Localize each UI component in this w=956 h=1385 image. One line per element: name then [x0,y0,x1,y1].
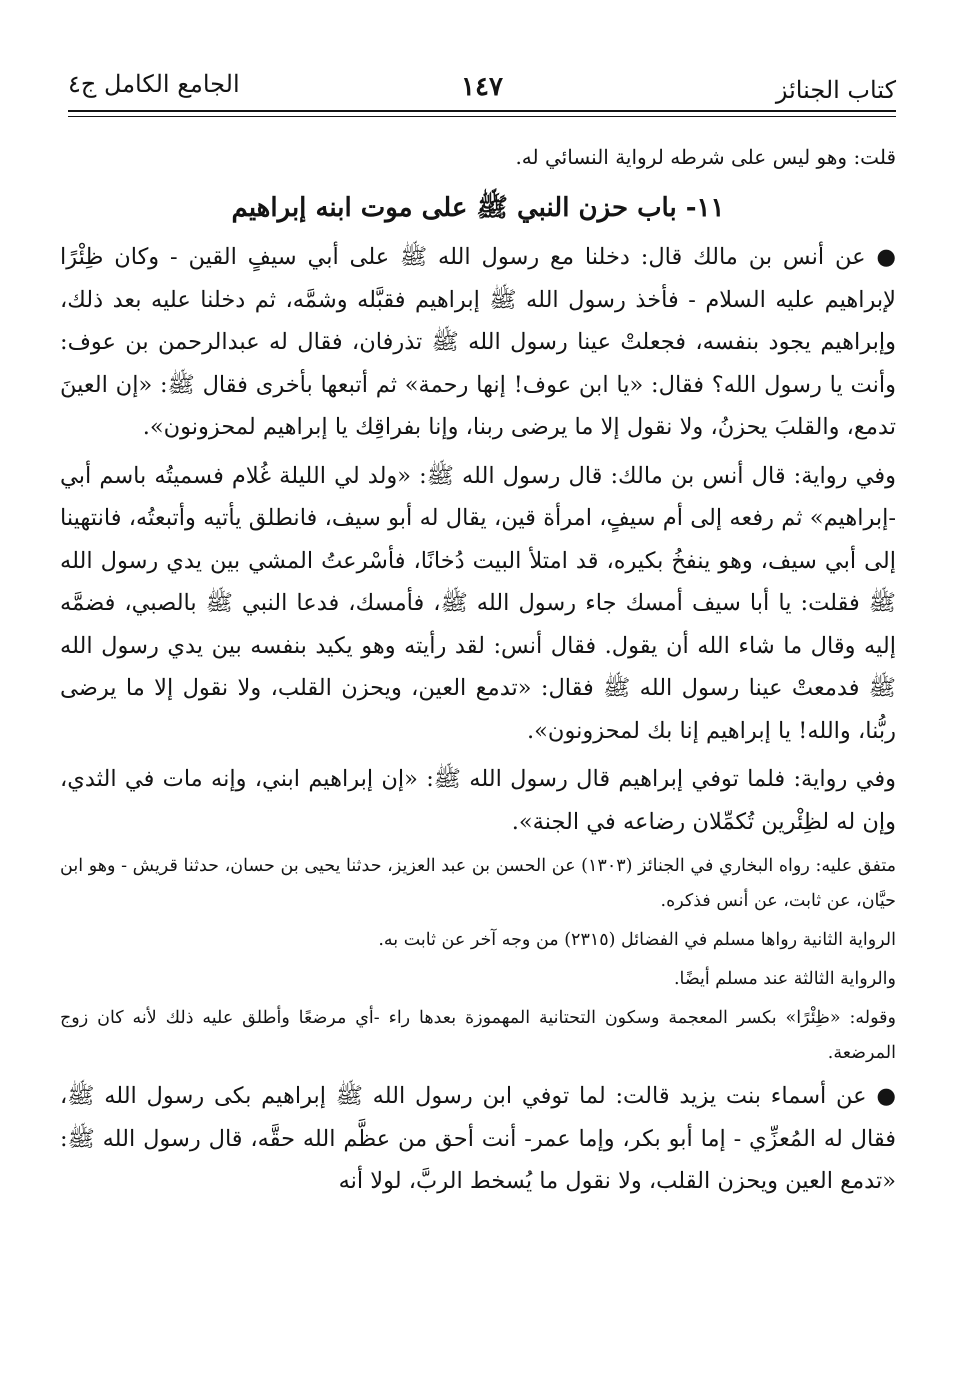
hadith-paragraph: ● عن أسماء بنت يزيد قالت: لما توفي ابن رسول الله ﷺ إبراهيم بكى رسول الله ﷺ، فقال له المُعزِّي - إما أبو بكر، وإما عمر- أنت أحق من عظَّم الله حقَّه، قال رسول الله ﷺ: «تدمع العين ويحزن القلب، ولا نقول ما يُسخط الربَّ، لولا أنه [60,1083,896,1194]
narration-paragraph: وفي رواية: فلما توفي إبراهيم قال رسول الله ﷺ: «إن إبراهيم ابني، وإنه مات في الثدي، وإن له لظِئْرين تُكمِّلان رضاعه في الجنة». [60,766,896,835]
narration-paragraph: وفي رواية: قال أنس بن مالك: قال رسول الله ﷺ: «ولد لي الليلة غُلام فسميتُه باسم أبي -إبراهيم» ثم رفعه إلى أم سيفٍ، امرأة قين، يقال له أبو سيف، فانطلق يأتيه وأتبعتُه، فانتهينا إلى أبي سيف، وهو ينفخُ بكيره، قد امتلأ البيت دُخانًا، فأسْرعتُ المشي بين يدي رسول الله ﷺ فقلت: يا أبا سيف أمسك جاء رسول الله ﷺ، فأمسك، فدعا النبي ﷺ بالصبي، فضمَّه إليه وقال ما شاء الله أن يقول. فقال أنس: لقد رأيته وهو يكيد بنفسه بين يدي رسول الله ﷺ فدمعتْ عينا رسول الله ﷺ فقال: «تدمع العين، ويحزن القلب، ولا نقول إلا ما يرضى ربُّنا، والله! يا إبراهيم إنا بك لمحزونون». [60,462,896,744]
book-volume: الجامع الكامل ج٤ [68,70,240,98]
glossary-note: وقوله: «ظِئْرًا» بكسر المعجمة وسكون التحتانية المهموزة بعدها راء -أي مرضعًا وأطلق عليه ذلك لأنه كان زوج المرضعة. [60,1008,896,1063]
header-rule [68,110,896,112]
source-note: الرواية الثانية رواها مسلم في الفضائل (٢٣١٥) من وجه آخر عن ثابت به. [378,930,896,950]
intro-note: قلت: وهو ليس على شرطه لرواية النسائي له. [515,145,896,169]
section-title: ١١- باب حزن النبي ﷺ على موت ابنه إبراهيم [231,193,725,223]
page-content [60,140,896,1209]
hadith-paragraph: ● عن أنس بن مالك قال: دخلنا مع رسول الله ﷺ على أبي سيفٍ القين - وكان ظِئْرًا لإبراهيم عليه السلام - فأخذ رسول الله ﷺ إبراهيم فقبَّله وشمَّه، ثم دخلنا عليه بعد ذلك، وإبراهيم يجود بنفسه، فجعلتْ عينا رسول الله ﷺ تذرفان، فقال له عبدالرحمن بن عوف: وأنت يا رسول الله؟ فقال: «يا ابن عوف! إنها رحمة» ثم أتبعها بأخرى فقال ﷺ: «إن العينَ تدمع، والقلبَ يحزنُ، ولا نقول إلا ما يرضى ربنا، وإنا بفراقِك يا إبراهيم لمحزونون». [60,244,896,440]
header-rule-thin [68,116,896,117]
chapter-name: كتاب الجنائز [775,76,896,104]
page-header [68,62,896,118]
page-number: ١٤٧ [461,72,503,102]
source-note: والرواية الثالثة عند مسلم أيضًا. [673,969,896,989]
source-note: متفق عليه: رواه البخاري في الجنائز (١٣٠٣) عن الحسن بن عبد العزيز، حدثنا يحيى بن حسان، حدثنا قريش - وهو ابن حيَّان، عن ثابت، عن أنس فذكره. [60,856,897,911]
